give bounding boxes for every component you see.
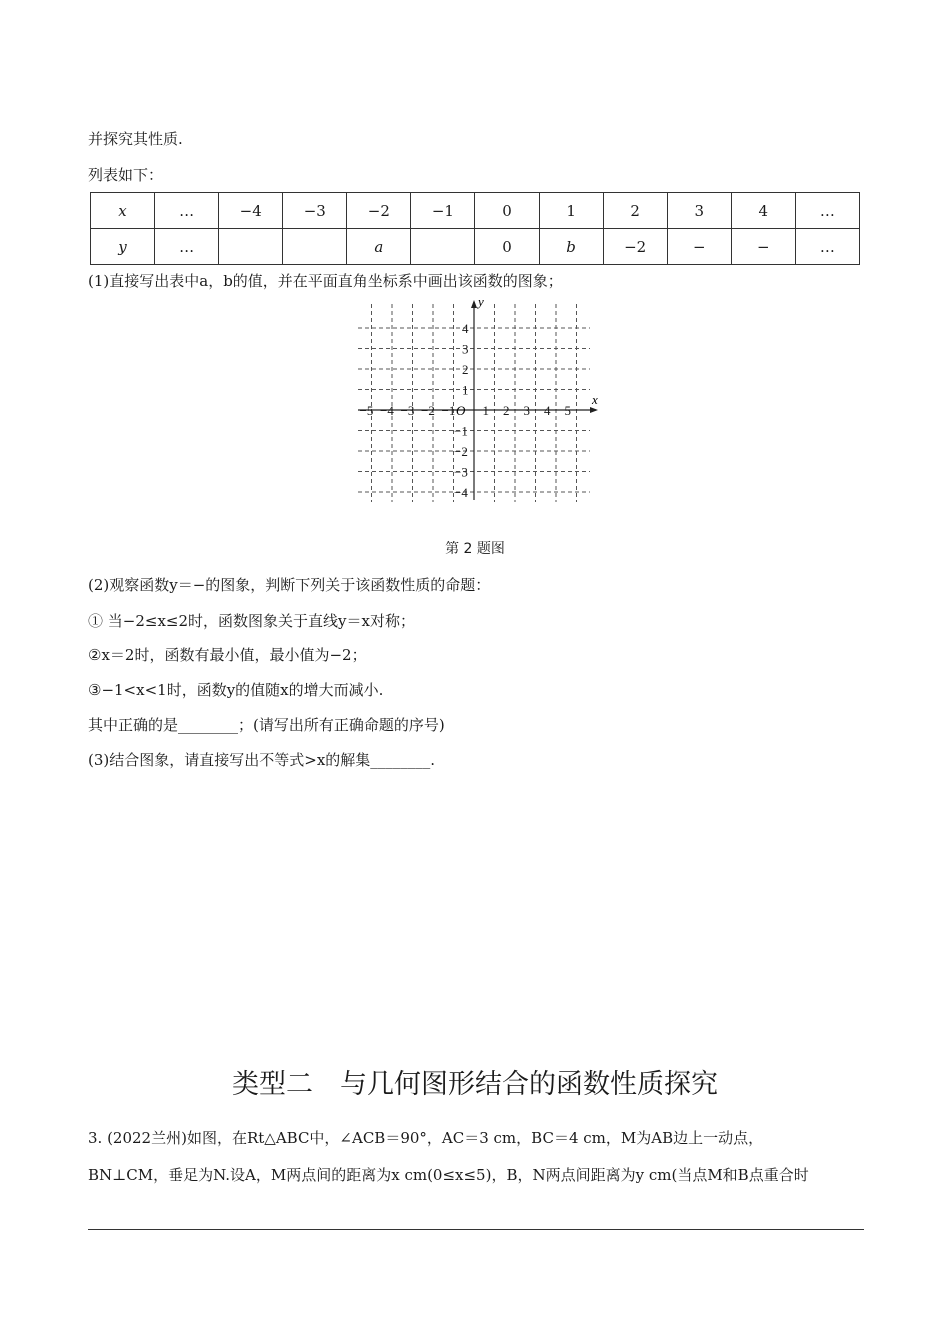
table-cell: … (155, 193, 219, 229)
y-tick-label: −2 (454, 444, 468, 459)
table-cell (219, 229, 283, 265)
y-tick-label: 4 (462, 321, 469, 336)
x-tick-label: 5 (564, 403, 571, 418)
table-cell: −4 (219, 193, 283, 229)
table-intro: 列表如下： (88, 166, 164, 184)
question-2: (2)观察函数y＝−的图象，判断下列关于该函数性质的命题： (88, 576, 491, 594)
x-tick-label: 3 (523, 403, 530, 418)
table-cell: 4 (731, 193, 795, 229)
x-axis-arrow-icon (590, 407, 598, 413)
intro-line: 并探究其性质. (88, 130, 183, 148)
table-cell: −2 (603, 229, 667, 265)
x-tick-label: −5 (359, 403, 374, 418)
x-tick-label: −2 (421, 403, 435, 418)
x-tick-label: −4 (380, 403, 394, 418)
table-cell: y (91, 229, 155, 265)
table-cell: − (667, 229, 731, 265)
y-axis-label: y (478, 294, 484, 309)
table-cell: 0 (475, 193, 539, 229)
page-divider (88, 1229, 864, 1230)
table-cell: 3 (667, 193, 731, 229)
proposition-2: ②x＝2时，函数有最小值，最小值为−2； (88, 646, 367, 664)
x-tick-label: 2 (503, 403, 510, 418)
table-cell: − (731, 229, 795, 265)
table-cell: x (91, 193, 155, 229)
y-tick-label: −3 (454, 464, 468, 480)
y-tick-label: 2 (462, 362, 469, 377)
y-tick-label: 3 (462, 341, 469, 357)
table-cell: −2 (347, 193, 411, 229)
table-cell: … (795, 193, 859, 229)
origin-label: O (456, 403, 466, 418)
x-tick-label: −3 (400, 403, 415, 418)
y-tick-label: −4 (454, 485, 468, 500)
y-tick-label: −1 (454, 423, 468, 439)
x-tick-label: −1 (441, 403, 456, 418)
table-cell: b (539, 229, 603, 265)
problem-3-line-2: BN⊥CM，垂足为N.设A，M两点间的距离为x cm(0≤x≤5)，B，N两点间距离为y cm(当点M和B点重合时 (88, 1166, 809, 1184)
table-cell: … (155, 229, 219, 265)
problem-3-line-1: 3. (2022兰州)如图，在Rt△ABC中，∠ACB＝90°，AC＝3 cm，BC＝4 cm，M为AB边上一动点， (88, 1129, 764, 1147)
figure-caption: 第 2 题图 (445, 541, 505, 557)
table-cell: −3 (283, 193, 347, 229)
y-tick-label: 1 (462, 382, 469, 398)
table-cell: … (795, 229, 859, 265)
proposition-3: ③−1<x<1时，函数y的值随x的增大而减小. (88, 681, 384, 699)
table-cell: 1 (539, 193, 603, 229)
question-1: (1)直接写出表中a，b的值，并在平面直角坐标系中画出该函数的图象； (88, 272, 563, 290)
y-axis-arrow-icon (471, 300, 477, 308)
table-cell: a (347, 229, 411, 265)
x-tick-label: 1 (482, 403, 489, 418)
table-cell (283, 229, 347, 265)
value-table (90, 192, 860, 265)
question-3: (3)结合图象，请直接写出不等式>x的解集________. (88, 751, 436, 769)
table-row-x (91, 193, 860, 229)
table-cell (411, 229, 475, 265)
table-cell: −1 (411, 193, 475, 229)
coordinate-grid (340, 292, 610, 504)
table-cell: 2 (603, 193, 667, 229)
x-axis-label: x (592, 392, 598, 407)
question-2-answer: 其中正确的是________；(请写出所有正确命题的序号) (88, 716, 445, 734)
x-tick-label: 4 (544, 403, 551, 418)
section-title: 类型二 与几何图形结合的函数性质探究 (232, 1069, 718, 1100)
table-row-y (91, 229, 860, 265)
table-cell: 0 (475, 229, 539, 265)
proposition-1: ① 当−2≤x≤2时，函数图象关于直线y＝x对称； (88, 612, 415, 630)
